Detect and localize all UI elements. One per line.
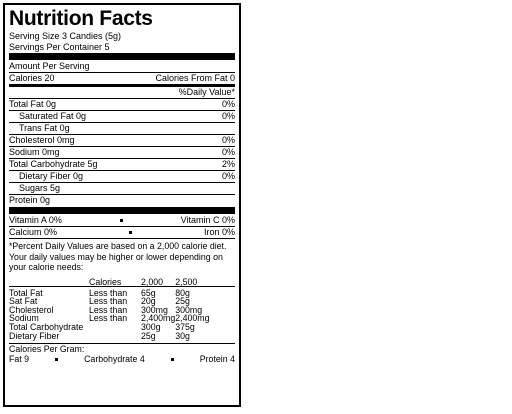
table-cell: Less than bbox=[89, 296, 128, 307]
table-cell: 80g bbox=[175, 287, 190, 298]
protein-per-gram: Protein 4 bbox=[199, 354, 235, 365]
calories-per-gram-row bbox=[9, 354, 235, 364]
fat-per-gram: Fat 9 bbox=[9, 354, 30, 365]
table-cell: 375g bbox=[175, 321, 195, 332]
vitamin-row bbox=[9, 226, 235, 238]
nutrient-label: Total Fat 0g bbox=[9, 99, 57, 109]
vitamin-right: Vitamin C 0% bbox=[180, 215, 235, 225]
daily-value-table bbox=[9, 278, 235, 341]
bullet-icon bbox=[120, 219, 123, 222]
daily-value-header-row bbox=[9, 87, 235, 98]
table-cell: 30g bbox=[175, 330, 190, 341]
servings-per-container: Servings Per Container 5 bbox=[9, 41, 110, 52]
table-row bbox=[9, 332, 235, 341]
table-cell: 25g bbox=[175, 296, 190, 307]
table-cell: Sat Fat bbox=[9, 296, 38, 307]
nutrient-dv: 2% bbox=[221, 159, 235, 169]
table-cell: 25g bbox=[141, 330, 156, 341]
table-cell: 300mg bbox=[175, 304, 203, 315]
nutrient-row bbox=[9, 170, 235, 182]
calories-from-fat: Calories From Fat 0 bbox=[155, 73, 235, 83]
serving-size: Serving Size 3 Candies (5g) bbox=[9, 31, 122, 41]
divider bbox=[9, 238, 235, 239]
nutrient-row bbox=[9, 182, 235, 194]
nutrient-label: Dietary Fiber 0g bbox=[19, 171, 84, 181]
vitamin-right: Iron 0% bbox=[203, 227, 235, 237]
table-cell: Dietary Fiber bbox=[9, 330, 60, 341]
table-cell: Less than bbox=[89, 304, 128, 315]
bullet-icon bbox=[55, 358, 58, 361]
table-cell: Less than bbox=[89, 287, 128, 298]
nutrient-row bbox=[9, 194, 235, 206]
table-cell: 2,400mg bbox=[175, 313, 210, 324]
footnote: *Percent Daily Values are based on a 2,000 calorie diet. Your daily values may be higher or lower depending on your calorie needs: bbox=[9, 241, 227, 272]
nutrient-label: Saturated Fat 0g bbox=[19, 111, 87, 121]
daily-value-header: %Daily Value* bbox=[178, 87, 235, 97]
nutrient-label: Total Carbohydrate 5g bbox=[9, 159, 98, 169]
nutrient-row bbox=[9, 134, 235, 146]
nutrient-dv: 0% bbox=[221, 135, 235, 145]
nutrient-label: Sugars 5g bbox=[19, 183, 61, 193]
nutrient-row bbox=[9, 98, 235, 110]
amount-per-serving-row bbox=[9, 61, 235, 72]
table-cell: Total Carbohydrate bbox=[9, 321, 84, 332]
nutrient-label: Protein 0g bbox=[9, 195, 51, 205]
table-cell: 20g bbox=[141, 296, 156, 307]
label-title: Nutrition Facts bbox=[9, 7, 153, 30]
nutrient-label: Sodium 0mg bbox=[9, 147, 60, 157]
vitamin-row bbox=[9, 215, 235, 226]
calories-per-gram-label: Calories Per Gram: bbox=[9, 344, 85, 355]
table-cell: Calories bbox=[89, 276, 122, 287]
carbohydrate-per-gram: Carbohydrate 4 bbox=[84, 354, 145, 365]
table-cell: 65g bbox=[141, 287, 156, 298]
nutrient-dv: 0% bbox=[221, 147, 235, 157]
table-cell: 2,400mg bbox=[141, 313, 176, 324]
nutrient-row bbox=[9, 122, 235, 134]
table-cell bbox=[89, 332, 141, 341]
table-cell: Sodium bbox=[9, 313, 39, 324]
table-cell: Less than bbox=[89, 313, 128, 324]
vitamin-left: Calcium 0% bbox=[9, 227, 58, 237]
nutrition-facts-label bbox=[3, 3, 241, 407]
nutrient-dv: 0% bbox=[221, 171, 235, 181]
table-cell bbox=[9, 278, 89, 287]
table-cell: 300g bbox=[141, 321, 161, 332]
divider-thick bbox=[9, 207, 235, 214]
bullet-icon bbox=[171, 358, 174, 361]
nutrient-row bbox=[9, 146, 235, 158]
nutrient-row bbox=[9, 110, 235, 122]
nutrient-label: Cholesterol 0mg bbox=[9, 135, 75, 145]
nutrient-dv: 0% bbox=[221, 111, 235, 121]
table-cell: Total Fat bbox=[9, 287, 43, 298]
nutrient-row bbox=[9, 158, 235, 170]
calories: Calories 20 bbox=[9, 73, 55, 83]
calories-row bbox=[9, 72, 235, 84]
table-cell bbox=[89, 323, 141, 332]
vitamin-left: Vitamin A 0% bbox=[9, 215, 62, 225]
divider-thick bbox=[9, 53, 235, 60]
amount-per-serving: Amount Per Serving bbox=[9, 61, 90, 71]
bullet-icon bbox=[129, 231, 132, 234]
nutrient-label: Trans Fat 0g bbox=[19, 123, 70, 133]
table-cell: 2,000 bbox=[141, 276, 164, 287]
table-header-row bbox=[9, 278, 235, 287]
table-cell: Cholesterol bbox=[9, 304, 54, 315]
table-cell: 300mg bbox=[141, 304, 168, 315]
table-cell: 2,500 bbox=[175, 276, 198, 287]
nutrient-dv: 0% bbox=[221, 99, 235, 109]
